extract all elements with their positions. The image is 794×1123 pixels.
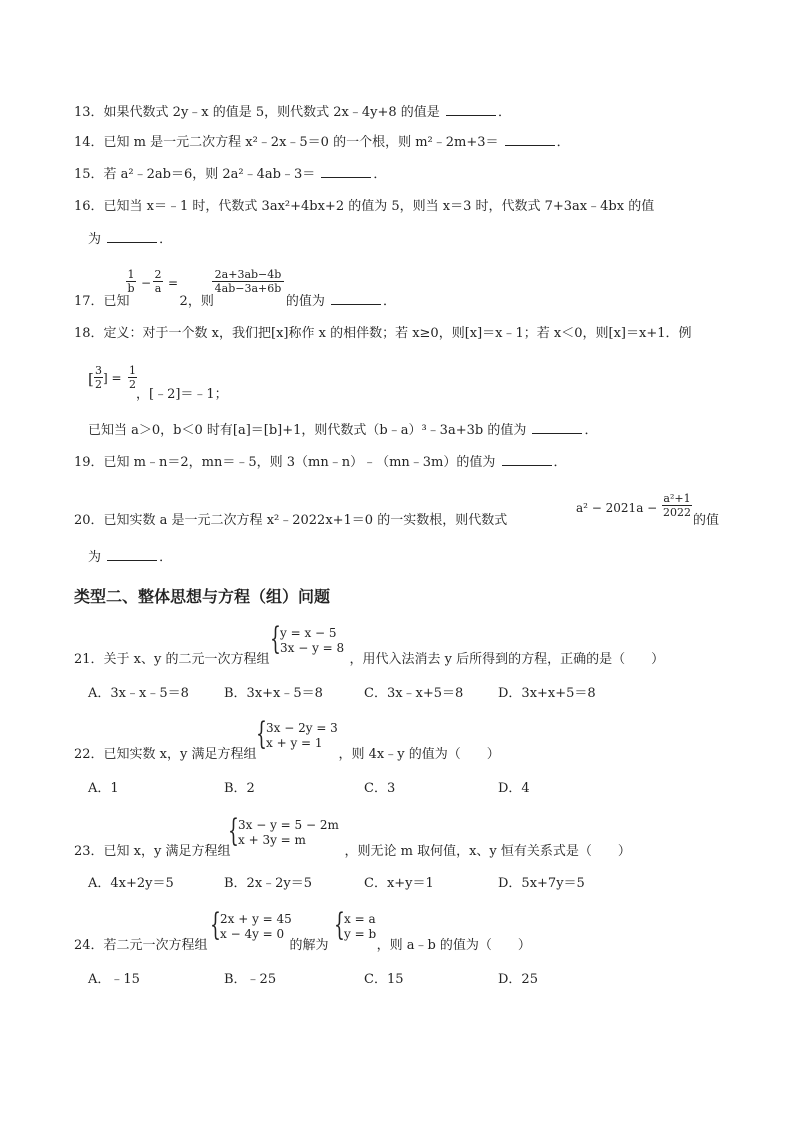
q17-fraction-3 [212, 268, 284, 295]
period: ． [553, 455, 567, 470]
q24-mid: 的解为 [289, 938, 329, 953]
q22-eq1: 3x − 2y = 3 [266, 721, 338, 735]
q17-frac1-den: b [127, 282, 135, 295]
q24-suffix: ，则 a﹣b 的值为（ ） [376, 938, 531, 953]
question-20-line-2 [88, 548, 172, 567]
question-19 [74, 453, 567, 472]
answer-blank-13[interactable] [446, 103, 496, 116]
answer-blank-18[interactable] [532, 421, 582, 434]
q17-frac1-num: 1 [127, 268, 135, 281]
q21-option-c[interactable]: C．3x﹣x+5＝8 [364, 686, 464, 701]
q24-option-b[interactable]: B．﹣25 [224, 972, 277, 987]
period: ． [159, 550, 173, 565]
q18-ex-den2: 2 [129, 378, 136, 391]
q24-prefix: 24．若二元一次方程组 [74, 938, 208, 953]
question-16-wei: 为 [88, 232, 102, 247]
q18-bracket-close: ] = [103, 371, 122, 385]
q24-option-a[interactable]: A．﹣15 [88, 972, 140, 987]
q17-fraction-1 [126, 268, 136, 295]
question-17 [74, 292, 396, 311]
answer-blank-20[interactable] [107, 548, 157, 561]
q24-eq2: x − 4y = 0 [220, 927, 285, 941]
q22-prefix: 22．已知实数 x，y 满足方程组 [74, 747, 257, 762]
period: ． [497, 105, 511, 120]
answer-blank-14[interactable] [505, 133, 555, 146]
question-15-text: 15．若 a²﹣2ab＝6，则 2a²﹣4ab﹣3＝ [74, 167, 316, 182]
question-19-text: 19．已知 m﹣n＝2，mn＝﹣5，则 3（mn﹣n）﹣（mn﹣3m）的值为 [74, 455, 496, 470]
q23-eq2: x + 3y = m [238, 833, 306, 847]
q18-example-frac-1 [94, 364, 103, 391]
answer-blank-17[interactable] [331, 292, 381, 305]
answer-blank-19[interactable] [502, 453, 552, 466]
q17-mid: ，则 [187, 294, 214, 309]
q21-option-a[interactable]: A．3x﹣x﹣5＝8 [88, 686, 189, 701]
q21-eq1: y = x − 5 [280, 626, 337, 640]
question-14 [74, 133, 570, 152]
question-21 [74, 651, 664, 669]
q24-sol1: x = a [344, 912, 376, 926]
period: ． [584, 423, 598, 438]
question-22 [74, 746, 500, 764]
q18-ex-den: 2 [95, 378, 102, 391]
question-23 [74, 843, 631, 861]
q21-suffix: ，用代入法消去 y 后所得到的方程，正确的是（ ） [349, 652, 665, 667]
q24-option-c[interactable]: C．15 [364, 972, 404, 987]
q22-suffix: ，则 4x﹣y 的值为（ ） [338, 747, 500, 762]
period: ． [159, 232, 173, 247]
q17-minus: − [141, 276, 152, 290]
q17-fraction-2 [153, 268, 163, 295]
answer-blank-16[interactable] [107, 230, 157, 243]
q24-sol2: y = b [344, 927, 377, 941]
q18-bracket-open: [ [88, 370, 94, 388]
question-20-line-1 [74, 512, 507, 530]
question-13-text: 13．如果代数式 2y﹣x 的值是 5，则代数式 2x﹣4y+8 的值是 [74, 105, 440, 120]
q17-prefix: 17．已知 [74, 294, 130, 309]
q18-example-tail: ，[﹣2]＝﹣1； [136, 387, 228, 402]
q18-ex-num: 3 [95, 364, 102, 377]
q17-equals: = [168, 276, 179, 290]
q21-option-b[interactable]: B．3x+x﹣5＝8 [224, 686, 323, 701]
q18-ex-num2: 1 [129, 364, 136, 377]
q20-prefix: 20．已知实数 a 是一元二次方程 x²﹣2022x+1＝0 的一实数根，则代数式 [74, 513, 508, 528]
period: ． [383, 294, 397, 309]
section-title: 类型二、整体思想与方程（组）问题 [74, 587, 331, 606]
q20-fraction [662, 492, 692, 519]
q23-eq1: 3x − y = 5 − 2m [238, 818, 339, 832]
q23-option-b[interactable]: B．2x﹣2y＝5 [224, 876, 313, 891]
q17-two: 2 [179, 294, 188, 309]
brace-icon: { [270, 621, 281, 657]
q23-option-c[interactable]: C．x+y＝1 [364, 876, 434, 891]
q20-frac-den: 2022 [663, 506, 691, 519]
q17-frac2-den: a [154, 282, 162, 295]
q23-option-d[interactable]: D．5x+7y＝5 [498, 876, 585, 891]
q23-suffix: ，则无论 m 取何值，x、y 恒有关系式是（ ） [344, 844, 631, 859]
q23-option-a[interactable]: A．4x+2y＝5 [88, 876, 174, 891]
question-13 [74, 103, 511, 122]
question-18-line-3 [88, 421, 597, 440]
q22-option-a[interactable]: A．1 [88, 781, 119, 796]
brace-icon: { [256, 716, 267, 752]
period: ． [556, 135, 570, 150]
question-16-line-2 [88, 230, 172, 249]
q24-eq1: 2x + y = 45 [220, 912, 292, 926]
q24-option-d[interactable]: D．25 [498, 972, 538, 987]
q17-frac2-num: 2 [154, 268, 162, 281]
brace-icon: { [228, 813, 239, 849]
question-24 [74, 937, 531, 955]
q20-wei: 为 [88, 550, 102, 565]
q17-frac3-num: 2a+3ab−4b [214, 268, 282, 281]
brace-icon: { [334, 907, 345, 943]
question-15 [74, 165, 386, 184]
period: ． [373, 167, 387, 182]
q20-expression: a² − 2021a − [576, 501, 658, 515]
brace-icon: { [210, 907, 221, 943]
q17-suffix: 的值为 [285, 294, 325, 309]
q22-option-c[interactable]: C．3 [364, 781, 396, 796]
q17-frac3-den: 4ab−3a+6b [212, 281, 284, 295]
q22-option-b[interactable]: B．2 [224, 781, 255, 796]
question-16-line-1: 16．已知当 x＝﹣1 时，代数式 3ax²+4bx+2 的值为 5，则当 x＝3 时，代数式 7+3ax﹣4bx 的值 [74, 199, 655, 214]
q23-prefix: 23．已知 x，y 满足方程组 [74, 844, 231, 859]
q20-suffix: 的值 [693, 513, 720, 528]
q21-eq2: 3x − y = 8 [280, 641, 345, 655]
q22-option-d[interactable]: D．4 [498, 781, 530, 796]
q21-prefix: 21．关于 x、y 的二元一次方程组 [74, 652, 270, 667]
answer-blank-15[interactable] [321, 165, 371, 178]
q20-frac-num: a²+1 [663, 492, 691, 505]
q18-line3-text: 已知当 a＞0，b＜0 时有[a]＝[b]+1，则代数式（b﹣a）³﹣3a+3b 的值为 [88, 423, 527, 438]
q22-eq2: x + y = 1 [266, 736, 323, 750]
question-18-line-1: 18．定义：对于一个数 x，我们把[x]称作 x 的相伴数；若 x≥0，则[x]＝x﹣1；若 x＜0，则[x]＝x+1．例 [74, 326, 692, 341]
q21-option-d[interactable]: D．3x+x+5＝8 [498, 686, 596, 701]
question-14-text: 14．已知 m 是一元二次方程 x²﹣2x﹣5＝0 的一个根，则 m²﹣2m+3＝ [74, 135, 499, 150]
